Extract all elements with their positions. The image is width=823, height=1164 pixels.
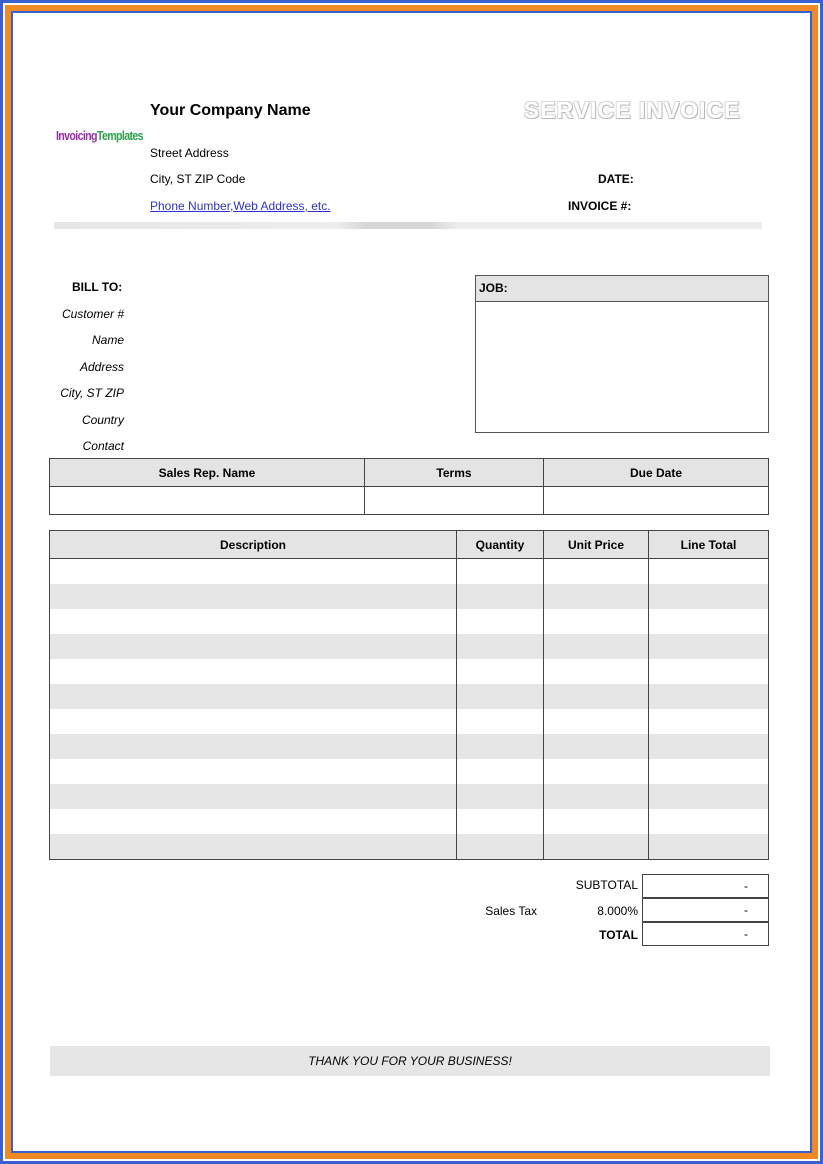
company-logo xyxy=(56,128,143,158)
header-description: Description xyxy=(50,531,457,559)
unit-price-cell[interactable] xyxy=(544,634,649,659)
terms-row xyxy=(50,487,769,515)
quantity-cell[interactable] xyxy=(457,659,544,684)
date-label: DATE: xyxy=(598,172,634,186)
sales-tax-label: Sales Tax xyxy=(485,904,537,918)
header-line-total: Line Total xyxy=(649,531,769,559)
quantity-cell[interactable] xyxy=(457,834,544,860)
line-total-cell[interactable] xyxy=(649,659,769,684)
table-row xyxy=(50,634,769,659)
terms-cell[interactable] xyxy=(365,487,544,515)
quantity-cell[interactable] xyxy=(457,759,544,784)
description-cell[interactable] xyxy=(50,709,457,734)
description-cell[interactable] xyxy=(50,584,457,609)
sales-rep-cell[interactable] xyxy=(50,487,365,515)
items-table xyxy=(49,530,769,860)
unit-price-cell[interactable] xyxy=(544,659,649,684)
description-cell[interactable] xyxy=(50,634,457,659)
table-row xyxy=(50,659,769,684)
unit-price-cell[interactable] xyxy=(544,759,649,784)
table-row xyxy=(50,834,769,860)
description-cell[interactable] xyxy=(50,559,457,585)
line-total-cell[interactable] xyxy=(649,784,769,809)
quantity-cell[interactable] xyxy=(457,709,544,734)
quantity-cell[interactable] xyxy=(457,559,544,585)
sales-tax-value[interactable]: - xyxy=(642,898,769,922)
header-terms: Terms xyxy=(365,459,544,487)
total-value[interactable]: - xyxy=(642,922,769,946)
bill-field-address: Address xyxy=(79,360,124,374)
logo-text-part2: Templates xyxy=(96,128,143,143)
description-cell[interactable] xyxy=(50,784,457,809)
description-cell[interactable] xyxy=(50,684,457,709)
line-total-cell[interactable] xyxy=(649,609,769,634)
unit-price-cell[interactable] xyxy=(544,784,649,809)
line-total-cell[interactable] xyxy=(649,559,769,585)
thank-you-banner: THANK YOU FOR YOUR BUSINESS! xyxy=(50,1046,770,1076)
table-row xyxy=(50,584,769,609)
bill-field-country: Country xyxy=(81,413,124,427)
quantity-cell[interactable] xyxy=(457,584,544,609)
job-box[interactable] xyxy=(475,275,769,433)
header-sales-rep: Sales Rep. Name xyxy=(50,459,365,487)
sales-tax-rate[interactable]: 8.000% xyxy=(597,904,638,918)
contact-link[interactable]: Phone Number,Web Address, etc. xyxy=(150,199,331,213)
bill-to-heading: BILL TO: xyxy=(72,280,123,294)
quantity-cell[interactable] xyxy=(457,784,544,809)
line-total-cell[interactable] xyxy=(649,584,769,609)
bill-field-name: Name xyxy=(91,333,124,347)
line-total-cell[interactable] xyxy=(649,734,769,759)
quantity-cell[interactable] xyxy=(457,634,544,659)
table-row xyxy=(50,684,769,709)
description-cell[interactable] xyxy=(50,609,457,634)
bill-field-customer: Customer # xyxy=(61,307,124,321)
header-quantity: Quantity xyxy=(457,531,544,559)
bill-field-city: City, ST ZIP xyxy=(60,386,124,400)
line-total-cell[interactable] xyxy=(649,684,769,709)
city-state-zip: City, ST ZIP Code xyxy=(150,172,246,186)
unit-price-cell[interactable] xyxy=(544,834,649,860)
table-row xyxy=(50,759,769,784)
line-total-cell[interactable] xyxy=(649,634,769,659)
unit-price-cell[interactable] xyxy=(544,584,649,609)
terms-header-row xyxy=(50,459,769,487)
total-label: TOTAL xyxy=(599,928,638,942)
quantity-cell[interactable] xyxy=(457,684,544,709)
quantity-cell[interactable] xyxy=(457,734,544,759)
unit-price-cell[interactable] xyxy=(544,734,649,759)
street-address: Street Address xyxy=(150,146,229,160)
unit-price-cell[interactable] xyxy=(544,709,649,734)
due-date-cell[interactable] xyxy=(544,487,769,515)
description-cell[interactable] xyxy=(50,834,457,860)
company-name: Your Company Name xyxy=(150,102,311,119)
table-row xyxy=(50,559,769,585)
invoice-title: SERVICE INVOICE xyxy=(524,97,741,123)
line-total-cell[interactable] xyxy=(649,709,769,734)
logo-text-part1: Invoicing xyxy=(56,128,97,143)
unit-price-cell[interactable] xyxy=(544,684,649,709)
bill-field-contact: Contact xyxy=(82,439,124,453)
items-header-row xyxy=(50,531,769,559)
quantity-cell[interactable] xyxy=(457,809,544,834)
terms-table xyxy=(49,458,769,515)
subtotal-value[interactable]: - xyxy=(642,874,769,898)
unit-price-cell[interactable] xyxy=(544,559,649,585)
line-total-cell[interactable] xyxy=(649,834,769,860)
header-due-date: Due Date xyxy=(544,459,769,487)
description-cell[interactable] xyxy=(50,659,457,684)
line-total-cell[interactable] xyxy=(649,759,769,784)
header-divider xyxy=(54,222,762,229)
subtotal-label: SUBTOTAL xyxy=(575,878,638,892)
unit-price-cell[interactable] xyxy=(544,609,649,634)
table-row xyxy=(50,709,769,734)
job-label: JOB: xyxy=(476,276,768,302)
description-cell[interactable] xyxy=(50,809,457,834)
table-row xyxy=(50,809,769,834)
unit-price-cell[interactable] xyxy=(544,809,649,834)
line-total-cell[interactable] xyxy=(649,809,769,834)
header-unit-price: Unit Price xyxy=(544,531,649,559)
table-row xyxy=(50,784,769,809)
invoice-number-label: INVOICE #: xyxy=(568,199,632,213)
quantity-cell[interactable] xyxy=(457,609,544,634)
table-row xyxy=(50,609,769,634)
description-cell[interactable] xyxy=(50,734,457,759)
description-cell[interactable] xyxy=(50,759,457,784)
table-row xyxy=(50,734,769,759)
